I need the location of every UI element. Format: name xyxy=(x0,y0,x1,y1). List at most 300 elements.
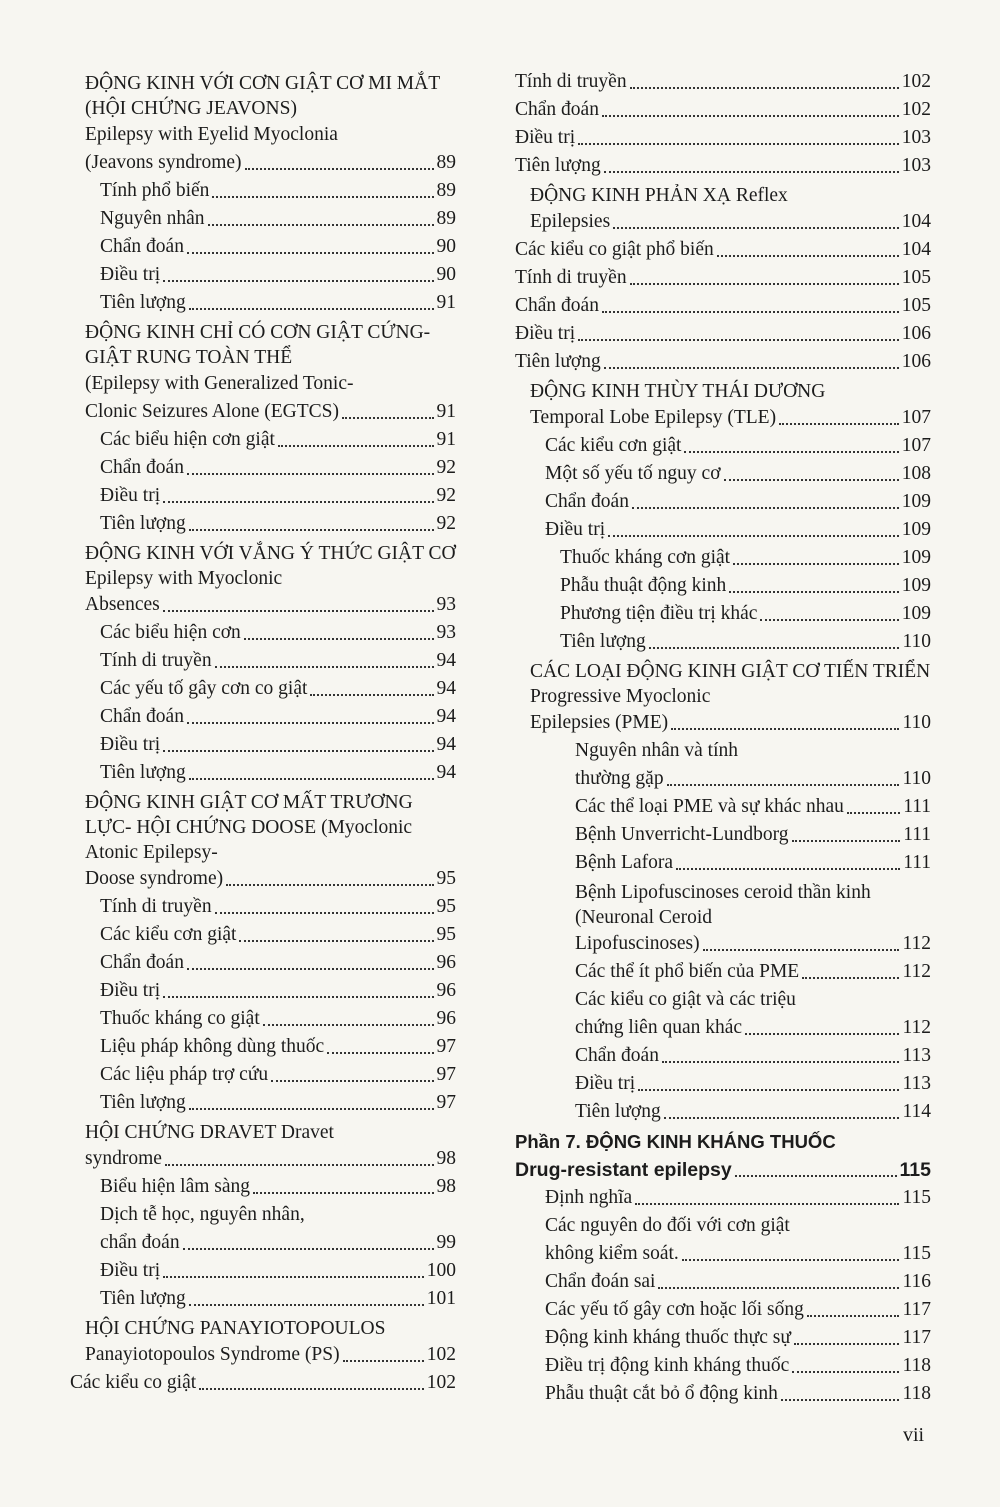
toc-entry[interactable] xyxy=(515,68,931,96)
entry-page-number: 102 xyxy=(426,1344,456,1365)
toc-entry[interactable] xyxy=(515,96,931,124)
toc-entry[interactable] xyxy=(70,1257,456,1285)
entry-title: Thuốc kháng cơn giật xyxy=(560,547,731,568)
entry-title: Dịch tễ học, nguyên nhân, xyxy=(100,1204,305,1225)
toc-entry[interactable] xyxy=(70,1285,456,1313)
dot-leader xyxy=(244,638,434,640)
dot-leader xyxy=(664,1117,900,1119)
section-heading-dravet: HỘI CHỨNG DRAVET Dravet xyxy=(85,1122,334,1143)
entry-title: Các thể loại PME và sự khác nhau xyxy=(575,796,844,817)
toc-entry[interactable] xyxy=(515,432,931,460)
toc-entry[interactable] xyxy=(70,1005,456,1033)
entry-page-number: 96 xyxy=(436,952,456,973)
dot-leader xyxy=(717,255,899,257)
entry-title: chẩn đoán xyxy=(100,1232,180,1253)
dot-leader xyxy=(163,501,433,503)
entry-title: Doose syndrome) xyxy=(85,868,224,889)
toc-entry[interactable] xyxy=(70,647,456,675)
entry-title: Epilepsies xyxy=(530,211,611,232)
dot-leader xyxy=(163,750,433,752)
section-heading-doose: ĐỘNG KINH GIẬT CƠ MẤT TRƯƠNG LỰC- HỘI CHỨNG DOOSE (Myoclonic Atonic Epilepsy- xyxy=(85,792,413,863)
toc-entry[interactable] xyxy=(70,233,456,261)
dot-leader xyxy=(189,778,434,780)
toc-entry[interactable] xyxy=(515,765,931,793)
toc-entry[interactable] xyxy=(515,516,931,544)
entry-title: Chẩn đoán xyxy=(545,491,629,512)
toc-entry[interactable] xyxy=(515,1184,931,1212)
entry-title: Các kiểu co giật phổ biến xyxy=(515,239,714,260)
entry-page-number: 112 xyxy=(902,933,931,954)
dot-leader xyxy=(239,940,433,942)
entry-page-number: 91 xyxy=(436,292,456,313)
toc-entry[interactable] xyxy=(70,591,456,619)
section-heading-reflex: ĐỘNG KINH PHẢN XẠ Reflex xyxy=(530,185,788,206)
entry-page-number: 90 xyxy=(436,264,456,285)
section-heading-panayiotopoulos: HỘI CHỨNG PANAYIOTOPOULOS xyxy=(85,1318,386,1339)
entry-page-number: 111 xyxy=(903,824,931,845)
dot-leader xyxy=(682,1259,900,1261)
toc-entry[interactable] xyxy=(515,1014,931,1042)
toc-entry[interactable] xyxy=(70,454,456,482)
entry-page-number: 94 xyxy=(436,678,456,699)
dot-leader xyxy=(807,1315,900,1317)
dot-leader xyxy=(189,308,434,310)
toc-entry[interactable] xyxy=(70,510,456,538)
entry-title: Chẩn đoán sai xyxy=(545,1271,656,1292)
entry-title: Nguyên nhân xyxy=(100,208,205,229)
toc-entry[interactable] xyxy=(515,930,931,958)
entry-page-number: 97 xyxy=(436,1092,456,1113)
entry-page-number: 115 xyxy=(902,1243,931,1264)
toc-entry[interactable] xyxy=(515,208,931,236)
entry-page-number: 110 xyxy=(902,768,931,789)
entry-page-number: 103 xyxy=(901,127,931,148)
dot-leader xyxy=(310,694,433,696)
entry-title: Liệu pháp không dùng thuốc xyxy=(100,1036,325,1057)
entry-page-number: 107 xyxy=(901,407,931,428)
dot-leader xyxy=(187,252,434,254)
toc-entry[interactable] xyxy=(70,977,456,1005)
entry-page-number: 100 xyxy=(426,1260,456,1281)
entry-title: (Jeavons syndrome) xyxy=(85,152,242,173)
toc-entry[interactable] xyxy=(515,348,931,376)
dot-leader xyxy=(792,1371,899,1373)
dot-leader xyxy=(163,280,433,282)
toc-entry[interactable] xyxy=(70,1145,456,1173)
dot-leader xyxy=(263,1024,434,1026)
toc-entry[interactable] xyxy=(70,289,456,317)
toc-entry[interactable] xyxy=(70,1033,456,1061)
entry-page-number: 96 xyxy=(436,980,456,1001)
entry-page-number: 97 xyxy=(436,1036,456,1057)
toc-entry[interactable] xyxy=(70,426,456,454)
toc-entry[interactable] xyxy=(515,1240,931,1268)
toc-entry[interactable] xyxy=(70,1061,456,1089)
entry-title: Phẫu thuật động kinh xyxy=(560,575,727,596)
entry-title: Tính di truyền xyxy=(100,650,212,671)
section-heading-jeavons: ĐỘNG KINH VỚI CƠN GIẬT CƠ MI MẮT (HỘI CHỨNG JEAVONS) xyxy=(85,73,440,119)
entry-page-number: 109 xyxy=(901,491,931,512)
dot-leader xyxy=(199,1388,424,1390)
entry-title: Điều trị xyxy=(515,127,576,148)
entry-page-number: 109 xyxy=(901,603,931,624)
dot-leader xyxy=(278,445,434,447)
dot-leader xyxy=(662,1061,900,1063)
entry-page-number: 106 xyxy=(901,323,931,344)
entry-title: Epilepsy with Eyelid Myoclonia xyxy=(85,124,338,145)
entry-title: Chẩn đoán xyxy=(100,457,184,478)
entry-title: Epilepsies (PME) xyxy=(530,712,669,733)
entry-page-number: 89 xyxy=(436,208,456,229)
toc-entry[interactable] xyxy=(70,370,456,398)
entry-page-number: 110 xyxy=(902,631,931,652)
entry-title: Các kiểu cơn giật xyxy=(545,435,682,456)
toc-entry[interactable] xyxy=(70,398,456,426)
toc-entry[interactable] xyxy=(70,675,456,703)
dot-leader xyxy=(604,171,899,173)
dot-leader xyxy=(253,1192,433,1194)
toc-entry[interactable] xyxy=(70,731,456,759)
section-heading-egtcs: ĐỘNG KINH CHỈ CÓ CƠN GIẬT CỨNG-GIẬT RUNG TOÀN THỂ xyxy=(85,322,431,368)
entry-page-number: 90 xyxy=(436,236,456,257)
entry-title: Điều trị xyxy=(100,485,161,506)
dot-leader xyxy=(608,535,899,537)
entry-page-number: 94 xyxy=(436,734,456,755)
entry-title: Chẩn đoán xyxy=(515,99,599,120)
entry-title: (Epilepsy with Generalized Tonic- xyxy=(85,373,354,394)
dot-leader xyxy=(578,339,899,341)
entry-page-number: 89 xyxy=(436,180,456,201)
toc-entry[interactable] xyxy=(70,205,456,233)
entry-page-number: 110 xyxy=(902,712,931,733)
toc-entry[interactable] xyxy=(515,572,931,600)
entry-page-number: 92 xyxy=(436,485,456,506)
entry-title: Điều trị xyxy=(100,264,161,285)
dot-leader xyxy=(183,1248,434,1250)
entry-page-number: 118 xyxy=(902,1355,931,1376)
dot-leader xyxy=(245,168,434,170)
toc-entry[interactable] xyxy=(70,619,456,647)
entry-title: thường gặp xyxy=(575,768,664,789)
entry-page-number: 115 xyxy=(899,1159,931,1181)
entry-title: Điều trị xyxy=(545,519,606,540)
entry-title: Điều trị xyxy=(515,323,576,344)
entry-title: Tính di truyền xyxy=(515,71,627,92)
entry-page-number: 98 xyxy=(436,1148,456,1169)
entry-title: Tính di truyền xyxy=(100,896,212,917)
entry-page-number: 112 xyxy=(902,1017,931,1038)
dot-leader xyxy=(733,563,899,565)
dot-leader xyxy=(632,507,899,509)
entry-title: Tiên lượng xyxy=(100,292,186,313)
dot-leader xyxy=(578,143,899,145)
entry-title: Drug-resistant epilepsy xyxy=(515,1159,732,1181)
entry-title: Điều trị xyxy=(575,1073,636,1094)
toc-entry[interactable] xyxy=(70,1229,456,1257)
entry-title: Các biểu hiện cơn xyxy=(100,622,241,643)
section-heading-tle: ĐỘNG KINH THÙY THÁI DƯƠNG xyxy=(530,381,826,402)
toc-entry[interactable] xyxy=(70,482,456,510)
entry-page-number: 95 xyxy=(436,868,456,889)
entry-title: Tiên lượng xyxy=(515,351,601,372)
dot-leader xyxy=(165,1164,434,1166)
entry-page-number: 109 xyxy=(901,575,931,596)
entry-title: Tiên lượng xyxy=(515,155,601,176)
toc-entry-line xyxy=(515,737,931,765)
toc-entry[interactable] xyxy=(515,1042,931,1070)
entry-page-number: 95 xyxy=(436,924,456,945)
toc-entry-line: Bệnh Lipofuscinoses ceroid thần kinh (Neuronal Ceroid xyxy=(575,882,871,928)
entry-page-number: 117 xyxy=(902,1327,931,1348)
dot-leader xyxy=(802,977,899,979)
dot-leader xyxy=(684,451,898,453)
entry-title: Chẩn đoán xyxy=(515,295,599,316)
entry-title: Các biểu hiện cơn giật xyxy=(100,429,275,450)
entry-title: Tính di truyền xyxy=(515,267,627,288)
dot-leader xyxy=(635,1203,899,1205)
entry-title: Biểu hiện lâm sàng xyxy=(100,1176,251,1197)
toc-entry[interactable] xyxy=(515,460,931,488)
entry-page-number: 94 xyxy=(436,706,456,727)
entry-page-number: 109 xyxy=(901,519,931,540)
entry-page-number: 93 xyxy=(436,622,456,643)
entry-page-number: 104 xyxy=(901,211,931,232)
toc-entry[interactable] xyxy=(70,1173,456,1201)
dot-leader xyxy=(187,722,434,724)
entry-page-number: 94 xyxy=(436,650,456,671)
entry-page-number: 95 xyxy=(436,896,456,917)
toc-entry[interactable] xyxy=(515,1268,931,1296)
toc-entry[interactable] xyxy=(515,821,931,849)
toc-entry-line xyxy=(515,986,931,1014)
entry-title: Các yếu tố gây cơn co giật xyxy=(100,678,308,699)
toc-entry[interactable] xyxy=(70,1089,456,1117)
dot-leader xyxy=(604,367,899,369)
entry-page-number: 108 xyxy=(901,463,931,484)
dot-leader xyxy=(735,1175,897,1177)
dot-leader xyxy=(703,949,900,951)
section-heading-pme: CÁC LOẠI ĐỘNG KINH GIẬT CƠ TIẾN TRIỂN Progressive Myoclonic xyxy=(530,661,931,707)
dot-leader xyxy=(638,1089,899,1091)
entry-page-number: 101 xyxy=(426,1288,456,1309)
entry-page-number: 97 xyxy=(436,1064,456,1085)
dot-leader xyxy=(189,529,434,531)
entry-title: Tiên lượng xyxy=(100,762,186,783)
toc-entry[interactable] xyxy=(70,921,456,949)
toc-entry[interactable] xyxy=(70,1341,456,1369)
entry-page-number: 113 xyxy=(902,1073,931,1094)
entry-title: Chẩn đoán xyxy=(100,952,184,973)
dot-leader xyxy=(667,784,900,786)
entry-title: Các thể ít phổ biến của PME xyxy=(575,961,800,982)
toc-entry[interactable] xyxy=(70,177,456,205)
dot-leader xyxy=(781,1399,900,1401)
toc-entry-line xyxy=(70,1201,456,1229)
entry-title: Chẩn đoán xyxy=(100,706,184,727)
dot-leader xyxy=(630,87,899,89)
entry-page-number: 91 xyxy=(436,429,456,450)
entry-title: Chẩn đoán xyxy=(100,236,184,257)
dot-leader xyxy=(215,666,434,668)
dot-leader xyxy=(342,417,433,419)
toc-entry[interactable] xyxy=(515,236,931,264)
dot-leader xyxy=(745,1033,899,1035)
dot-leader xyxy=(794,1343,900,1345)
part-heading: Phần 7. ĐỘNG KINH KHÁNG THUỐC xyxy=(515,1131,836,1152)
entry-title: Panayiotopoulos Syndrome (PS) xyxy=(85,1344,340,1365)
dot-leader xyxy=(208,224,434,226)
dot-leader xyxy=(602,115,899,117)
dot-leader xyxy=(187,473,434,475)
dot-leader xyxy=(676,868,900,870)
toc-entry[interactable] xyxy=(70,149,456,177)
entry-page-number: 94 xyxy=(436,762,456,783)
section-heading-absences: ĐỘNG KINH VỚI VẮNG Ý THỨC GIẬT CƠ Epilepsy with Myoclonic xyxy=(85,543,456,589)
entry-title: Tiên lượng xyxy=(575,1101,661,1122)
entry-page-number: 92 xyxy=(436,457,456,478)
entry-page-number: 105 xyxy=(901,295,931,316)
dot-leader xyxy=(649,647,900,649)
toc-entry[interactable] xyxy=(515,958,931,986)
entry-title: Tiên lượng xyxy=(100,513,186,534)
toc-entry[interactable] xyxy=(515,1156,931,1184)
dot-leader xyxy=(613,227,899,229)
toc-entry[interactable] xyxy=(515,1380,931,1408)
entry-title: Tiên lượng xyxy=(560,631,646,652)
dot-leader xyxy=(271,1080,433,1082)
entry-page-number: 102 xyxy=(901,71,931,92)
entry-title: Các liệu pháp trợ cứu xyxy=(100,1064,269,1085)
entry-title: Bệnh Unverricht-Lundborg xyxy=(575,824,789,845)
entry-title: Absences xyxy=(85,594,160,615)
dot-leader xyxy=(729,591,898,593)
entry-title: chứng liên quan khác xyxy=(575,1017,743,1038)
entry-page-number: 115 xyxy=(902,1187,931,1208)
toc-entry[interactable] xyxy=(515,320,931,348)
entry-title: Tiên lượng xyxy=(100,1288,186,1309)
entry-title: Định nghĩa xyxy=(545,1187,633,1208)
toc-entry[interactable] xyxy=(515,600,931,628)
toc-entry[interactable] xyxy=(515,1296,931,1324)
entry-page-number: 93 xyxy=(436,594,456,615)
entry-title: Temporal Lobe Epilepsy (TLE) xyxy=(530,407,777,428)
toc-entry[interactable] xyxy=(515,544,931,572)
entry-title: Bệnh Lafora xyxy=(575,852,673,873)
entry-page-number: 114 xyxy=(902,1101,931,1122)
dot-leader xyxy=(658,1287,899,1289)
entry-title: Phẫu thuật cắt bỏ ổ động kinh xyxy=(545,1383,778,1404)
entry-title: Các nguyên do đối với cơn giật xyxy=(545,1215,790,1236)
dot-leader xyxy=(343,1360,424,1362)
entry-title: Các yếu tố gây cơn hoặc lối sống xyxy=(545,1299,804,1320)
dot-leader xyxy=(779,423,899,425)
toc-entry[interactable] xyxy=(515,1352,931,1380)
toc-entry[interactable] xyxy=(515,124,931,152)
dot-leader xyxy=(189,1304,424,1306)
entry-title: Điều trị xyxy=(100,1260,161,1281)
dot-leader xyxy=(187,968,434,970)
dot-leader xyxy=(189,1108,434,1110)
entry-title: Các kiểu cơn giật xyxy=(100,924,237,945)
toc-entry[interactable] xyxy=(515,1098,931,1126)
dot-leader xyxy=(724,479,899,481)
dot-leader xyxy=(163,1276,424,1278)
toc-entry[interactable] xyxy=(70,703,456,731)
toc-entry[interactable] xyxy=(515,1070,931,1098)
entry-page-number: 111 xyxy=(903,796,931,817)
toc-entry[interactable] xyxy=(515,152,931,180)
entry-page-number: 104 xyxy=(901,239,931,260)
toc-entry[interactable] xyxy=(515,404,931,432)
entry-page-number: 107 xyxy=(901,435,931,456)
page-number: vii xyxy=(903,1424,925,1446)
dot-leader xyxy=(226,884,433,886)
toc-entry[interactable] xyxy=(515,628,931,656)
entry-title: syndrome xyxy=(85,1148,162,1169)
entry-page-number: 92 xyxy=(436,513,456,534)
entry-title: Tính phổ biến xyxy=(100,180,210,201)
entry-page-number: 109 xyxy=(901,547,931,568)
toc-entry[interactable] xyxy=(70,759,456,787)
toc-entry[interactable] xyxy=(70,865,456,893)
entry-title: Động kinh kháng thuốc thực sự xyxy=(545,1327,791,1348)
toc-entry[interactable] xyxy=(70,949,456,977)
entry-title: Điều trị xyxy=(100,734,161,755)
entry-page-number: 91 xyxy=(436,401,456,422)
entry-page-number: 89 xyxy=(436,152,456,173)
dot-leader xyxy=(847,812,900,814)
toc-entry[interactable] xyxy=(515,709,931,737)
toc-entry[interactable] xyxy=(70,261,456,289)
toc-right-column xyxy=(515,68,931,1408)
toc-entry[interactable] xyxy=(70,893,456,921)
entry-page-number: 105 xyxy=(901,267,931,288)
entry-title: Nguyên nhân và tính xyxy=(575,740,739,761)
entry-title: Tiên lượng xyxy=(100,1092,186,1113)
toc-entry[interactable] xyxy=(515,849,931,877)
toc-entry[interactable] xyxy=(515,1324,931,1352)
entry-title: Các kiểu co giật và các triệu xyxy=(575,989,796,1010)
entry-title: Điều trị xyxy=(100,980,161,1001)
toc-left-column xyxy=(70,68,456,1397)
entry-page-number: 103 xyxy=(901,155,931,176)
entry-title: Một số yếu tố nguy cơ xyxy=(545,463,721,484)
dot-leader xyxy=(327,1052,433,1054)
toc-entry[interactable] xyxy=(515,488,931,516)
toc-entry[interactable] xyxy=(515,793,931,821)
entry-page-number: 106 xyxy=(901,351,931,372)
dot-leader xyxy=(602,311,899,313)
toc-entry[interactable] xyxy=(70,121,456,149)
entry-page-number: 102 xyxy=(426,1372,456,1393)
toc-entry[interactable] xyxy=(70,1369,456,1397)
toc-entry[interactable] xyxy=(515,292,931,320)
dot-leader xyxy=(760,619,898,621)
entry-page-number: 96 xyxy=(436,1008,456,1029)
entry-page-number: 111 xyxy=(903,852,931,873)
entry-title: Các kiểu co giật xyxy=(70,1372,197,1393)
entry-title: Chẩn đoán xyxy=(575,1045,659,1066)
dot-leader xyxy=(792,840,901,842)
toc-entry-line xyxy=(515,1212,931,1240)
entry-title: Phương tiện điều trị khác xyxy=(560,603,758,624)
entry-title: Clonic Seizures Alone (EGTCS) xyxy=(85,401,340,422)
toc-entry[interactable] xyxy=(515,264,931,292)
entry-title: không kiểm soát. xyxy=(545,1243,679,1264)
entry-page-number: 99 xyxy=(436,1232,456,1253)
entry-page-number: 118 xyxy=(902,1383,931,1404)
dot-leader xyxy=(630,283,899,285)
